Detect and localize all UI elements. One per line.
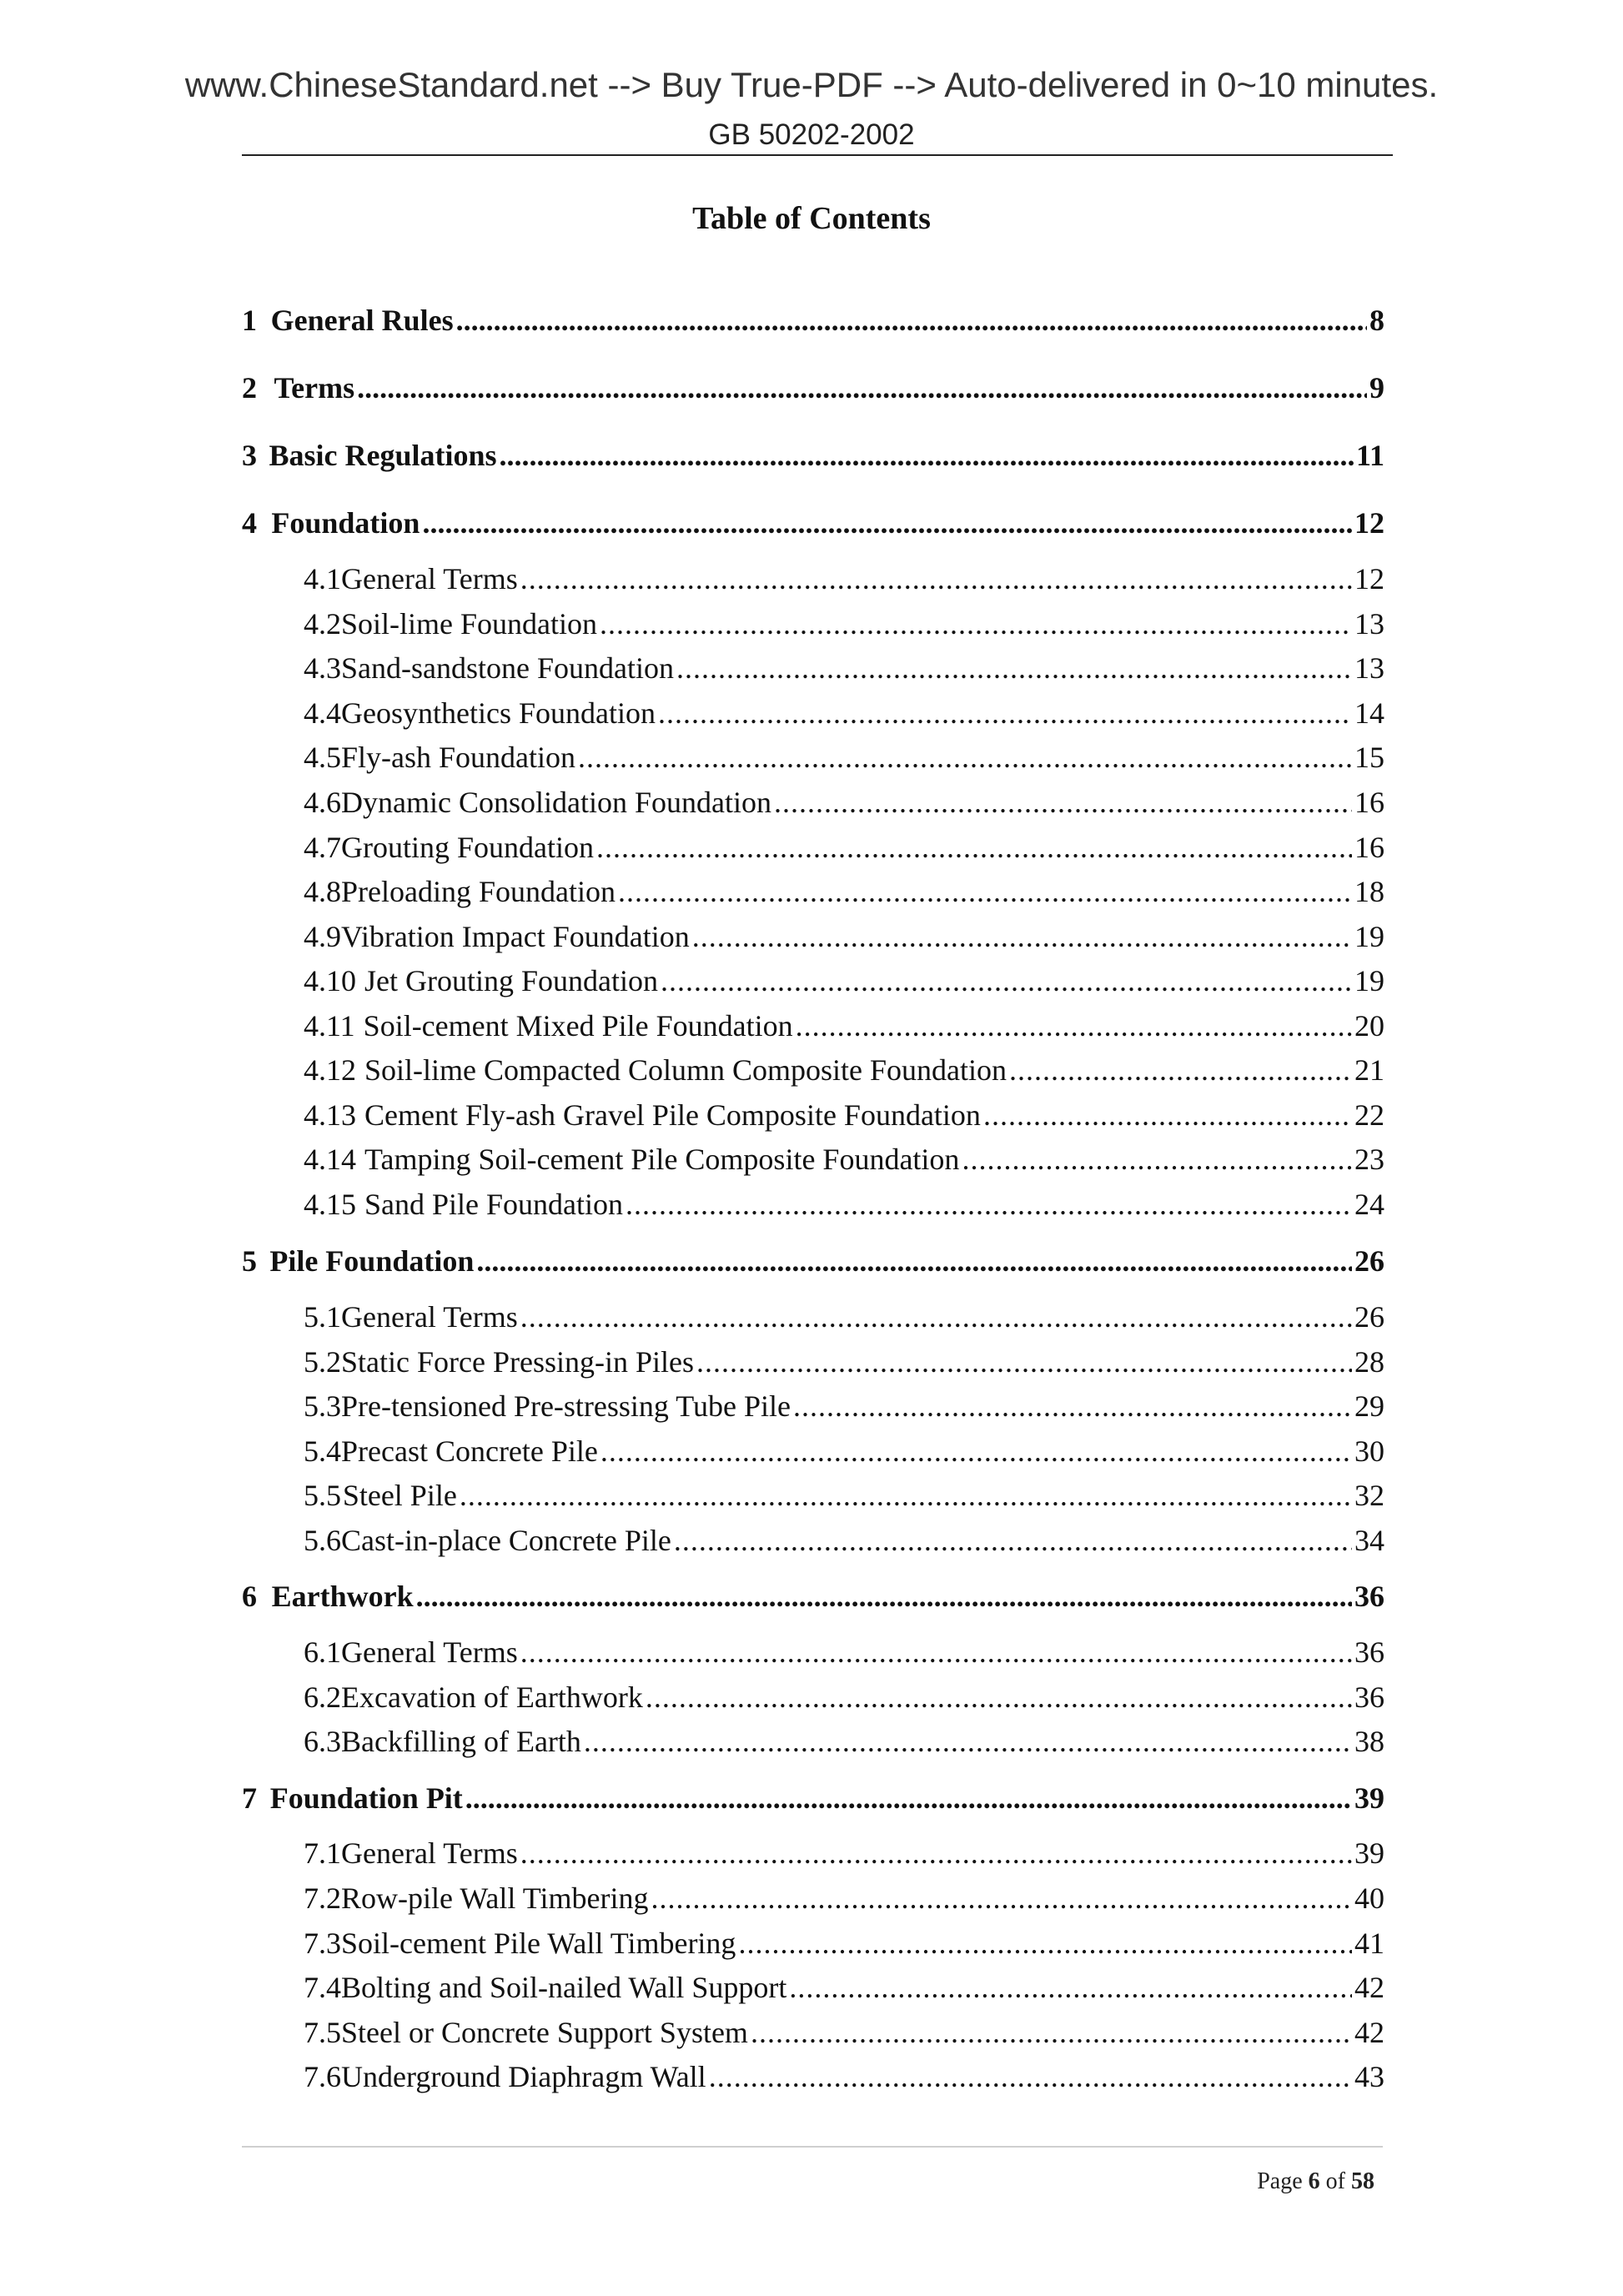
section-title: Dynamic Consolidation Foundation xyxy=(341,786,771,819)
page-number: 41 xyxy=(1354,1927,1384,1960)
dot-leader xyxy=(661,966,1352,996)
section-title: Sand Pile Foundation xyxy=(364,1188,624,1221)
page-number: 42 xyxy=(1354,1971,1384,2004)
dot-leader xyxy=(357,373,1367,403)
section-title: Precast Concrete Pile xyxy=(341,1434,598,1468)
section-number: 7.1 xyxy=(304,1836,341,1870)
section-number: 6.1 xyxy=(304,1635,341,1669)
toc-section-entry[interactable] xyxy=(242,609,1384,639)
page-number: 9 xyxy=(1369,371,1384,404)
toc-section-entry[interactable] xyxy=(242,1391,1384,1421)
page-number: 11 xyxy=(1355,439,1384,472)
section-title: General Terms xyxy=(341,1635,518,1669)
page-number: 36 xyxy=(1354,1681,1384,1714)
toc-section-entry[interactable] xyxy=(242,1838,1384,1868)
dot-leader xyxy=(709,2062,1352,2092)
toc-chapter-entry[interactable] xyxy=(242,1581,1384,1611)
source-banner: www.ChineseStandard.net --> Buy True-PDF --> Auto-delivered in 0~10 minutes. xyxy=(184,65,1439,104)
section-title: Grouting Foundation xyxy=(341,831,594,864)
page-number: 26 xyxy=(1354,1300,1384,1334)
toc-section-entry[interactable] xyxy=(242,1637,1384,1667)
section-number: 4.11 xyxy=(304,1009,355,1042)
dot-leader xyxy=(793,1391,1352,1421)
chapter-title: Terms xyxy=(274,371,355,404)
chapter-title: Foundation xyxy=(271,506,420,540)
section-number: 7.6 xyxy=(304,2060,341,2093)
page-number: 12 xyxy=(1354,506,1384,540)
toc-chapter-entry[interactable] xyxy=(242,508,1384,538)
section-title: Cast-in-place Concrete Pile xyxy=(341,1524,671,1557)
dot-leader xyxy=(692,922,1352,952)
section-number: 6.2 xyxy=(304,1681,341,1714)
page-number: 34 xyxy=(1354,1524,1384,1557)
section-title: Jet Grouting Foundation xyxy=(364,964,658,997)
section-number: 4.12 xyxy=(304,1053,356,1087)
section-title: Tamping Soil-cement Pile Composite Foundation xyxy=(364,1143,960,1176)
dot-leader xyxy=(596,832,1352,862)
toc-section-entry[interactable] xyxy=(242,1436,1384,1466)
section-number: 4.5 xyxy=(304,741,341,774)
page-number: 26 xyxy=(1354,1244,1384,1278)
page-number: 42 xyxy=(1354,2016,1384,2049)
page-number: 16 xyxy=(1354,831,1384,864)
section-title: Vibration Impact Foundation xyxy=(341,920,690,953)
dot-leader xyxy=(460,1480,1352,1510)
toc-section-entry[interactable] xyxy=(242,2017,1384,2047)
section-title: Static Force Pressing-in Piles xyxy=(341,1345,694,1379)
of-word: of xyxy=(1325,2168,1345,2194)
toc-section-entry[interactable] xyxy=(242,1144,1384,1174)
toc-section-entry[interactable] xyxy=(242,1682,1384,1712)
toc-section-entry[interactable] xyxy=(242,1726,1384,1756)
dot-leader xyxy=(696,1347,1352,1377)
toc-chapter-entry[interactable] xyxy=(242,373,1384,403)
dot-leader xyxy=(618,877,1352,907)
toc-chapter-entry[interactable] xyxy=(242,1246,1384,1276)
section-title: Row-pile Wall Timbering xyxy=(341,1882,649,1915)
dot-leader xyxy=(600,1436,1352,1466)
toc-section-entry[interactable] xyxy=(242,1100,1384,1130)
page-number: 39 xyxy=(1354,1836,1384,1870)
section-number: 4.9 xyxy=(304,920,341,953)
page-number: 24 xyxy=(1354,1188,1384,1221)
dot-leader xyxy=(1009,1055,1352,1085)
toc-section-entry[interactable] xyxy=(242,2062,1384,2092)
toc-section-entry[interactable] xyxy=(242,1972,1384,2002)
section-title: Fly-ash Foundation xyxy=(341,741,576,774)
toc-chapter-entry[interactable] xyxy=(242,440,1384,470)
section-number: 4.10 xyxy=(304,964,356,997)
dot-leader xyxy=(658,698,1352,728)
page-number: 8 xyxy=(1369,304,1384,337)
dot-leader xyxy=(674,1525,1352,1555)
section-number: 7.2 xyxy=(304,1882,341,1915)
toc-section-entry[interactable] xyxy=(242,1928,1384,1958)
dot-leader xyxy=(600,609,1352,639)
section-number: 5.1 xyxy=(304,1300,341,1334)
page-word: Page xyxy=(1257,2168,1303,2194)
current-page-number: 6 xyxy=(1308,2168,1320,2194)
page-footer xyxy=(1257,2168,1374,2195)
toc-chapter-entry[interactable] xyxy=(242,305,1384,335)
dot-leader xyxy=(738,1928,1352,1958)
section-number: 4.6 xyxy=(304,786,341,819)
toc-section-entry[interactable] xyxy=(242,1302,1384,1332)
toc-section-entry[interactable] xyxy=(242,1883,1384,1913)
section-number: 4.4 xyxy=(304,696,341,730)
section-title: Backfilling of Earth xyxy=(341,1725,581,1758)
toc-section-entry[interactable] xyxy=(242,787,1384,817)
dot-leader xyxy=(520,1637,1352,1667)
section-title: Soil-cement Pile Wall Timbering xyxy=(341,1927,736,1960)
dot-leader xyxy=(646,1682,1352,1712)
chapter-title: Pile Foundation xyxy=(269,1244,475,1278)
section-number: 5.4 xyxy=(304,1434,341,1468)
page-number: 29 xyxy=(1354,1389,1384,1423)
section-title: Soil-lime Compacted Column Composite Foundation xyxy=(364,1053,1007,1087)
chapter-title: Earthwork xyxy=(271,1580,414,1613)
toc-section-entry[interactable] xyxy=(242,742,1384,772)
dot-leader xyxy=(584,1726,1352,1756)
toc-section-entry[interactable] xyxy=(242,877,1384,907)
page-number: 18 xyxy=(1354,875,1384,908)
page-number: 20 xyxy=(1354,1009,1384,1042)
section-title: Bolting and Soil-nailed Wall Support xyxy=(341,1971,787,2004)
page-number: 38 xyxy=(1354,1725,1384,1758)
toc-section-entry[interactable] xyxy=(242,832,1384,862)
toc-section-entry[interactable] xyxy=(242,966,1384,996)
standard-code: GB 50202-2002 xyxy=(708,118,915,151)
toc-section-entry[interactable] xyxy=(242,1347,1384,1377)
page-number: 19 xyxy=(1354,964,1384,997)
page-number: 43 xyxy=(1354,2060,1384,2093)
chapter-title: General Rules xyxy=(270,304,454,337)
section-title: General Terms xyxy=(341,1836,518,1870)
section-number: 4.1 xyxy=(304,562,341,595)
section-title: General Terms xyxy=(341,1300,518,1334)
section-title: Pre-tensioned Pre-stressing Tube Pile xyxy=(341,1389,791,1423)
section-title: Soil-cement Mixed Pile Foundation xyxy=(363,1009,793,1042)
toc-section-entry[interactable] xyxy=(242,698,1384,728)
toc-section-entry[interactable] xyxy=(242,1011,1384,1041)
toc-section-entry[interactable] xyxy=(242,1525,1384,1555)
section-number: 7.3 xyxy=(304,1927,341,1960)
dot-leader xyxy=(626,1189,1352,1219)
header-divider xyxy=(242,154,1393,156)
page-number: 36 xyxy=(1354,1635,1384,1669)
section-number: 7.4 xyxy=(304,1971,341,2004)
section-number: 6.3 xyxy=(304,1725,341,1758)
total-pages: 58 xyxy=(1351,2168,1374,2194)
dot-leader xyxy=(422,508,1352,538)
dot-leader xyxy=(500,440,1354,470)
section-number: 4.13 xyxy=(304,1098,356,1132)
toc-section-entry[interactable] xyxy=(242,653,1384,683)
section-title: Steel Pile xyxy=(342,1479,457,1512)
dot-leader xyxy=(465,1783,1352,1813)
dot-leader xyxy=(676,653,1352,683)
section-number: 5.3 xyxy=(304,1389,341,1423)
page-number: 13 xyxy=(1354,607,1384,641)
section-title: Steel or Concrete Support System xyxy=(341,2016,748,2049)
toc-chapter-entry[interactable] xyxy=(242,1783,1384,1813)
dot-leader xyxy=(578,742,1352,772)
page-number: 12 xyxy=(1354,562,1384,595)
dot-leader xyxy=(962,1144,1352,1174)
section-number: 4.8 xyxy=(304,875,341,908)
dot-leader xyxy=(983,1100,1352,1130)
section-title: Preloading Foundation xyxy=(341,875,616,908)
toc-section-entry[interactable] xyxy=(242,1189,1384,1219)
section-number: 7.5 xyxy=(304,2016,341,2049)
dot-leader xyxy=(520,1302,1352,1332)
chapter-title: Basic Regulations xyxy=(269,439,497,472)
page-number: 16 xyxy=(1354,786,1384,819)
section-title: Underground Diaphragm Wall xyxy=(341,2060,706,2093)
page-number: 19 xyxy=(1354,920,1384,953)
chapter-title: Foundation Pit xyxy=(269,1781,463,1815)
chapter-number: 1 xyxy=(242,304,257,337)
section-number: 4.14 xyxy=(304,1143,356,1176)
section-number: 4.3 xyxy=(304,651,341,685)
section-title: Excavation of Earthwork xyxy=(341,1681,643,1714)
dot-leader xyxy=(751,2017,1352,2047)
section-number: 5.2 xyxy=(304,1345,341,1379)
page-number: 14 xyxy=(1354,696,1384,730)
section-number: 4.15 xyxy=(304,1188,356,1221)
page-number: 23 xyxy=(1354,1143,1384,1176)
page-number: 32 xyxy=(1354,1479,1384,1512)
toc-section-entry[interactable] xyxy=(242,564,1384,594)
dot-leader xyxy=(520,1838,1352,1868)
page-number: 21 xyxy=(1354,1053,1384,1087)
section-number: 4.7 xyxy=(304,831,341,864)
section-title: General Terms xyxy=(341,562,518,595)
dot-leader xyxy=(476,1246,1352,1276)
page-number: 40 xyxy=(1354,1882,1384,1915)
dot-leader xyxy=(774,787,1352,817)
section-title: Soil-lime Foundation xyxy=(341,607,598,641)
page-number: 22 xyxy=(1354,1098,1384,1132)
dot-leader xyxy=(520,564,1352,594)
page-number: 39 xyxy=(1354,1781,1384,1815)
section-number: 4.2 xyxy=(304,607,341,641)
chapter-number: 5 xyxy=(242,1244,257,1278)
page-number: 13 xyxy=(1354,651,1384,685)
page-number: 28 xyxy=(1354,1345,1384,1379)
chapter-number: 3 xyxy=(242,439,257,472)
section-number: 5.6 xyxy=(304,1524,341,1557)
dot-leader xyxy=(651,1883,1352,1913)
page-number: 36 xyxy=(1354,1580,1384,1613)
footer-divider xyxy=(242,2146,1383,2148)
chapter-number: 2 xyxy=(242,371,257,404)
page-number: 15 xyxy=(1354,741,1384,774)
chapter-number: 4 xyxy=(242,506,257,540)
section-title: Cement Fly-ash Gravel Pile Composite Foundation xyxy=(364,1098,981,1132)
section-number: 5.5 xyxy=(304,1479,341,1512)
toc-section-entry[interactable] xyxy=(242,1480,1384,1510)
page-title: Table of Contents xyxy=(692,201,931,236)
page-number: 30 xyxy=(1354,1434,1384,1468)
chapter-number: 6 xyxy=(242,1580,257,1613)
toc-section-entry[interactable] xyxy=(242,922,1384,952)
dot-leader xyxy=(789,1972,1352,2002)
toc-section-entry[interactable] xyxy=(242,1055,1384,1085)
dot-leader xyxy=(416,1581,1352,1611)
section-title: Sand-sandstone Foundation xyxy=(341,651,674,685)
dot-leader xyxy=(796,1011,1352,1041)
chapter-number: 7 xyxy=(242,1781,257,1815)
dot-leader xyxy=(456,305,1367,335)
section-title: Geosynthetics Foundation xyxy=(341,696,656,730)
